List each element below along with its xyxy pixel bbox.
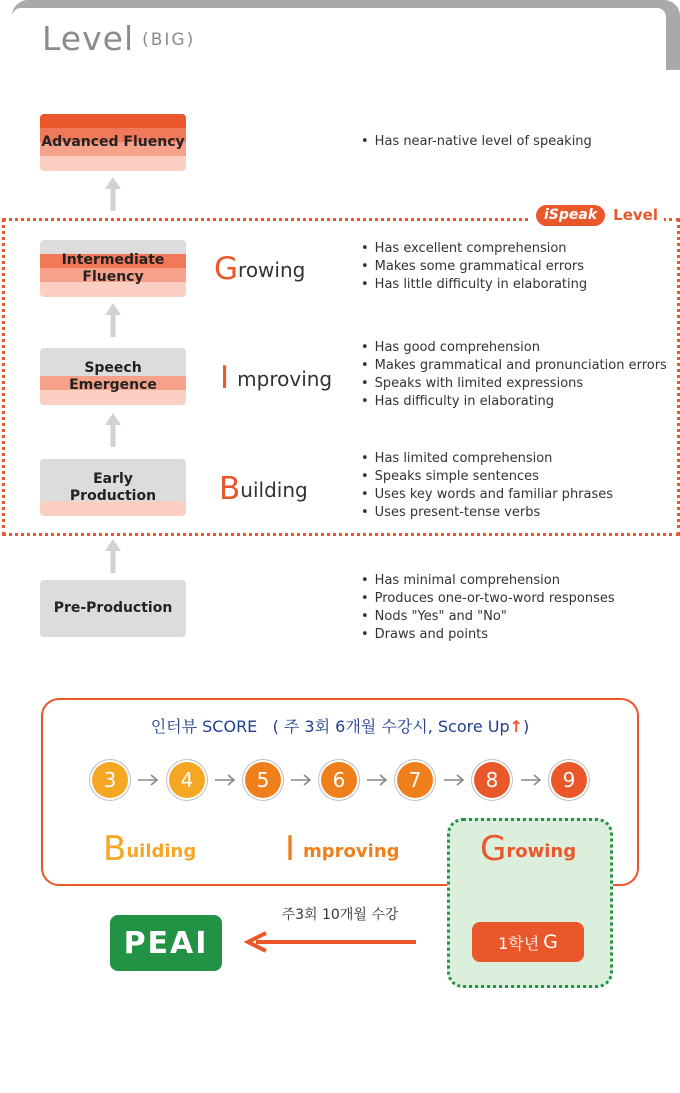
ispeak-level-label (530, 202, 664, 228)
description-item: • Speaks with limited expressions (361, 375, 667, 393)
peai-badge: PEAI (110, 915, 222, 971)
score-note-close: ) (523, 717, 530, 736)
score-circle-7 (397, 762, 433, 798)
score-value: 5 (256, 768, 270, 792)
page-subtitle: (BIG) (142, 30, 196, 50)
gib-word-improving (220, 360, 333, 396)
description-item: • Makes grammatical and pronunciation errors (361, 357, 667, 375)
level-description-advanced (361, 133, 592, 151)
score-value: 9 (562, 768, 576, 792)
zone-rest: mproving (303, 841, 400, 862)
level-description-speech (361, 339, 667, 411)
course-label: 주3회 10개월 수강 (281, 907, 399, 923)
score-value: 7 (408, 768, 422, 792)
arrow-up-icon (104, 302, 122, 338)
gib-word-building (219, 471, 308, 507)
description-item: • Speaks simple sentences (361, 468, 613, 486)
ispeak-logo: iSpeak (536, 205, 605, 226)
description-item: • Makes some grammatical errors (361, 258, 587, 276)
score-value: 6 (332, 768, 346, 792)
arrow-up-icon (104, 538, 122, 574)
zone-rest: rowing (506, 841, 577, 862)
gib-rest: uilding (240, 478, 308, 502)
score-circle-3 (92, 762, 128, 798)
gib-initial: B (219, 471, 241, 507)
zone-initial: B (103, 829, 127, 869)
level-label: Pre-Production (53, 600, 173, 616)
arrow-up-icon (104, 176, 122, 212)
gib-rest: mproving (237, 367, 333, 391)
level-description-intermediate (361, 240, 587, 294)
gib-rest: rowing (238, 258, 306, 282)
level-box-speech-emergence (40, 348, 186, 405)
score-circle-9 (551, 762, 587, 798)
zone-initial: G (480, 829, 507, 869)
zone-initial: I (285, 829, 296, 869)
description-item: • Has near-native level of speaking (361, 133, 592, 151)
level-box-early-production (40, 459, 186, 516)
gib-word-growing (214, 251, 306, 287)
gib-initial: I (220, 360, 230, 396)
ispeak-level-text: Level (613, 206, 658, 224)
arrow-left-icon (244, 930, 419, 954)
description-item: • Has little difficulty in elaborating (361, 276, 587, 294)
description-item: • Has difficulty in elaborating (361, 393, 667, 411)
arrow-up-icon (104, 412, 122, 448)
score-circle-6 (321, 762, 357, 798)
level-description-early (361, 450, 613, 522)
zone-improving (285, 829, 400, 869)
level-label: Speech Emergence (69, 359, 157, 393)
arrow-right-icon (519, 772, 543, 788)
score-up-arrow-icon: ↑ (509, 717, 524, 736)
level-label: Intermediate Fluency (61, 251, 165, 285)
score-value: 8 (485, 768, 499, 792)
description-item: • Has limited comprehension (361, 450, 613, 468)
score-circle-5 (245, 762, 281, 798)
arrow-right-icon (213, 772, 237, 788)
gib-initial: G (214, 251, 239, 287)
description-item: • Has excellent comprehension (361, 240, 587, 258)
level-label: Early Production (69, 470, 157, 504)
arrow-right-icon (289, 772, 313, 788)
level-description-pre (361, 572, 615, 644)
description-item: • Uses key words and familiar phrases (361, 486, 613, 504)
arrow-right-icon (136, 772, 160, 788)
score-title-text: 인터뷰 SCORE (150, 717, 258, 736)
score-title (41, 714, 639, 737)
page-title (42, 19, 196, 58)
level-box-pre-production (40, 580, 186, 637)
level-box-advanced-fluency (40, 114, 186, 171)
grade-text: 1학년 (498, 933, 540, 953)
score-value: 3 (103, 768, 117, 792)
grade-badge (472, 922, 584, 962)
score-value: 4 (180, 768, 194, 792)
grade-letter: G (543, 931, 558, 953)
level-box-intermediate-fluency (40, 240, 186, 297)
zone-growing (480, 829, 577, 869)
page-title-text: Level (42, 19, 135, 58)
score-circle-4 (169, 762, 205, 798)
description-item: • Draws and points (361, 626, 615, 644)
description-item: • Produces one-or-two-word responses (361, 590, 615, 608)
description-item: • Has good comprehension (361, 339, 667, 357)
zone-building (103, 829, 197, 869)
description-item: • Uses present-tense verbs (361, 504, 613, 522)
description-item: • Nods "Yes" and "No" (361, 608, 615, 626)
zone-rest: uilding (126, 841, 197, 862)
arrow-right-icon (365, 772, 389, 788)
score-note: ( 주 3회 6개월 수강시, Score Up (272, 717, 510, 736)
arrow-right-icon (442, 772, 466, 788)
score-circle-8 (474, 762, 510, 798)
level-label: Advanced Fluency (41, 134, 185, 150)
description-item: • Has minimal comprehension (361, 572, 615, 590)
header-gap (0, 0, 12, 70)
